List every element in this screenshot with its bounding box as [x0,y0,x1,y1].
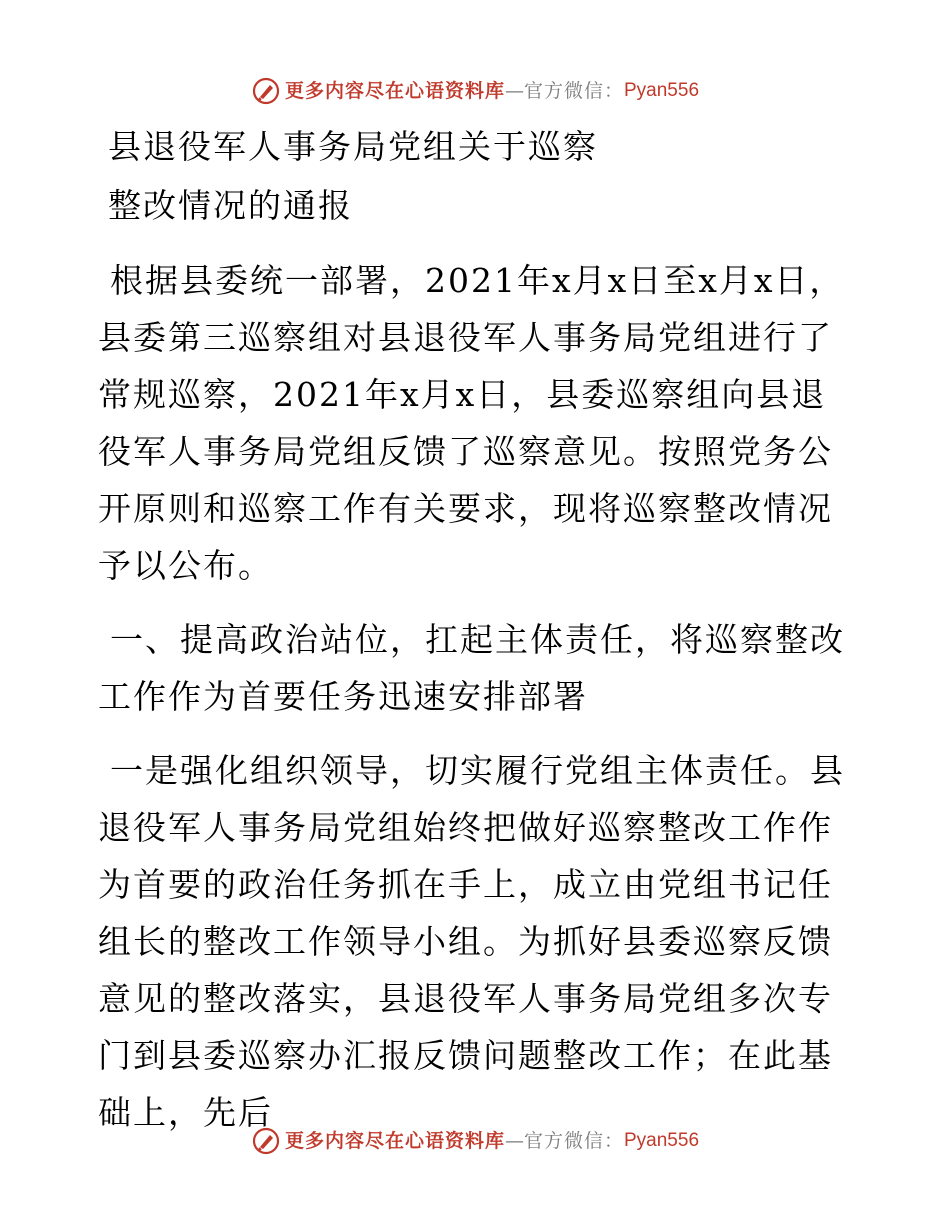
section1-heading: 一、提高政治站位，扛起主体责任，将巡察整改工作作为首要任务迅速安排部署 [98,620,845,716]
watermark-separator: — [504,80,524,102]
section1-paragraph: 一是强化组织领导，切实履行党组主体责任。县退役军人事务局党组始终把做好巡察整改工作作为首要的政治任务抓在手上，成立由党组书记任组长的整改工作领导小组。为抓好县委巡察反馈意见的整改落实，县退役军人事务局党组多次专门到县委巡察办汇报反馈问题整改工作；在此基础上，先后 [98,751,845,1132]
watermark-separator: — [504,1130,524,1152]
watermark-main-text: 更多内容尽在心语资料库 [284,1130,505,1152]
document-title-line1: 县退役军人事务局党组关于巡察 [108,127,598,166]
footer-watermark [0,1125,950,1155]
watermark-wechat-label: 官方微信： [523,80,624,102]
document-title-line2: 整改情况的通报 [108,186,353,225]
document-body [98,118,858,1158]
pen-logo-icon [251,76,281,106]
watermark-main-text: 更多内容尽在心语资料库 [284,80,505,102]
watermark-wechat-id: Pyan556 [624,1130,700,1151]
watermark-wechat-id: Pyan556 [624,80,700,101]
header-watermark [0,75,950,105]
intro-paragraph: 根据县委统一部署，2021年x月x日至x月x日，县委第三巡察组对县退役军人事务局党组进行了常规巡察，2021年x月x日，县委巡察组向县退役军人事务局党组反馈了巡察意见。按照党务公开原则和巡察工作有关要求，现将巡察整改情况予以公布。 [98,261,845,585]
pen-logo-icon [251,1126,281,1156]
watermark-wechat-label: 官方微信： [523,1130,624,1152]
